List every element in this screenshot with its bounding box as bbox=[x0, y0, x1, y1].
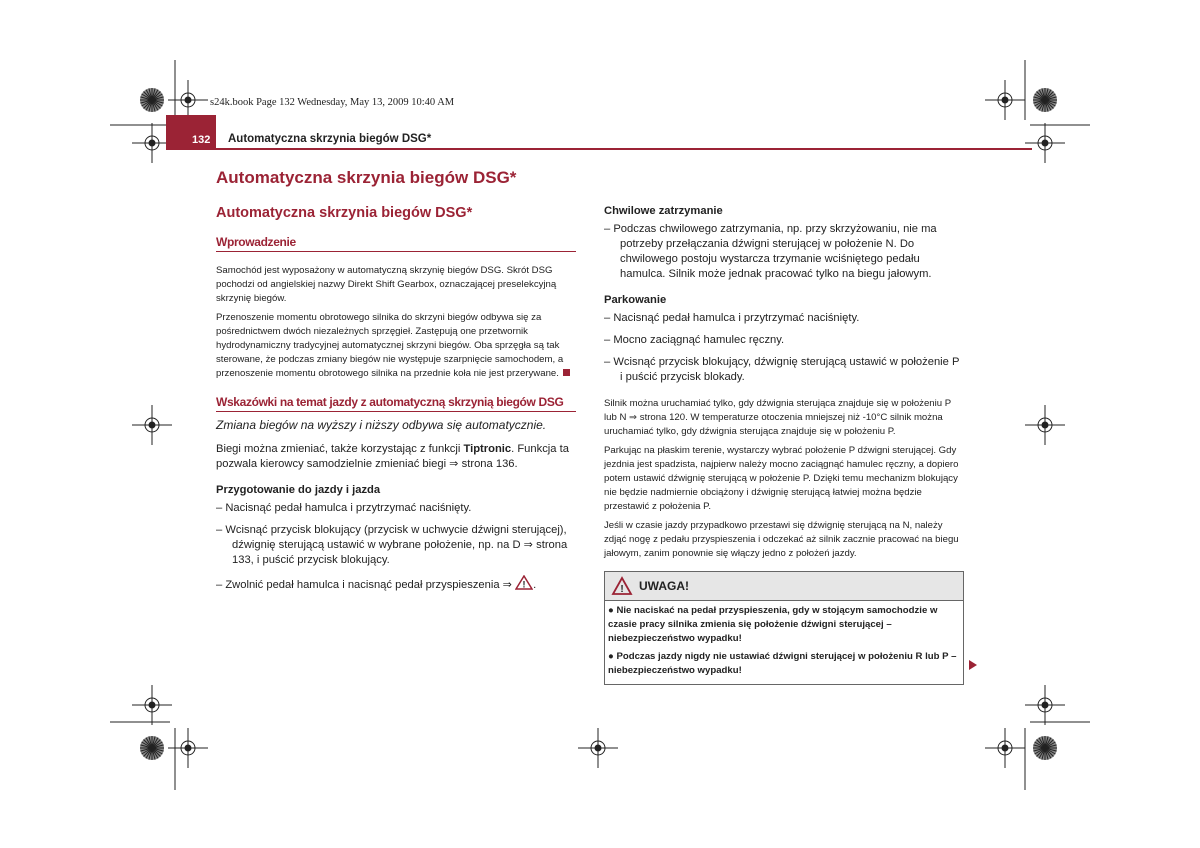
star-target-icon bbox=[140, 88, 164, 112]
registration-mark-icon bbox=[985, 80, 1025, 120]
running-head: Automatyczna skrzynia biegów DSG* bbox=[228, 133, 432, 145]
registration-mark-icon bbox=[985, 728, 1025, 768]
stop-heading: Chwilowe zatrzymanie bbox=[604, 205, 723, 217]
tips-lead: Zmiana biegów na wyższy i niższy odbywa się automatycznie. bbox=[216, 418, 547, 432]
registration-mark-icon bbox=[1025, 685, 1065, 725]
warning-header bbox=[605, 572, 963, 601]
warning-icon bbox=[611, 576, 633, 596]
star-target-icon bbox=[140, 736, 164, 760]
registration-mark-icon bbox=[132, 685, 172, 725]
warning-item: ● Podczas jazdy nigdy nie ustawiać dźwigni sterującej w położeniu R lub P – niebezpieczeństwo wypadku! bbox=[608, 651, 957, 676]
prep-heading: Przygotowanie do jazdy i jazda bbox=[216, 484, 381, 496]
registration-mark-icon bbox=[132, 405, 172, 445]
registration-mark-icon bbox=[168, 80, 208, 120]
tips-paragraph: Biegi można zmieniać, także korzystając z funkcji Tiptronic. Funkcja ta pozwala kierowcy samodzielnie zmieniać biegi ⇒ strona 136. bbox=[216, 443, 569, 470]
registration-mark-icon bbox=[578, 728, 618, 768]
park-heading: Parkowanie bbox=[604, 294, 667, 306]
header-rule bbox=[166, 148, 1032, 150]
stop-step: – Podczas chwilowego zatrzymania, np. przy skrzyżowaniu, nie ma potrzeby przełączania dźwigni sterującej w położenie N. Do chwilowego postoju wystarcza trzymanie wciśniętego pedału hamulca. Silnik może jednak pracować tylko na biegu jałowym. bbox=[604, 223, 937, 280]
book-info-line: s24k.book Page 132 Wednesday, May 13, 2009 10:40 AM bbox=[210, 97, 455, 108]
continue-arrow-icon bbox=[969, 660, 977, 670]
star-target-icon bbox=[1033, 736, 1057, 760]
park-step: – Mocno zaciągnąć hamulec ręczny. bbox=[604, 334, 785, 346]
registration-mark-icon bbox=[1025, 405, 1065, 445]
section-title: Automatyczna skrzynia biegów DSG* bbox=[216, 205, 473, 221]
prep-step: – Zwolnić pedał hamulca i nacisnąć pedał przyspieszenia ⇒ ! . bbox=[216, 575, 576, 593]
intro-paragraph: Przenoszenie momentu obrotowego silnika do skrzyni biegów odbywa się za pośrednictwem dwóch niezależnych sprzęgieł. Zastępują one przetwornik hydrodynamiczny tradycyjnej automatycznej skrzyni biegów. Oba sprzęgła są tak sterowane, że podczas zmiany biegów nie występuje szarpnięcie samochodem, a przenoszenie momentu obrotowego silnika na przednie koła nie jest przerywane. bbox=[216, 311, 576, 381]
note: Parkując na płaskim terenie, wystarczy wybrać położenie P dźwigni sterującej. Gdy jezdnia jest spadzista, najpierw należy mocno zaciągnąć hamulec ręczny, a dopiero potem ustawić dźwignię sterującą w położenie P. Dzięki temu mechanizm blokujący nie będzie nadmiernie obciążony i dźwignię sterującą łatwiej można będzie przestawić z położenia P. bbox=[604, 445, 959, 512]
warning-title: UWAGA! bbox=[639, 579, 689, 593]
park-step: – Wcisnąć przycisk blokujący, dźwignię sterującą ustawić w położenie P i puścić przycisk blokady. bbox=[604, 356, 960, 383]
registration-mark-icon bbox=[168, 728, 208, 768]
warning-item: ● Nie naciskać na pedał przyspieszenia, gdy w stojącym samochodzie w czasie pracy silnika zmienia się położenie dźwigni sterującej – niebezpieczeństwo wypadku! bbox=[608, 605, 938, 644]
tips-heading: Wskazówki na temat jazdy z automatyczną skrzynią biegów DSG bbox=[216, 395, 576, 412]
intro-heading: Wprowadzenie bbox=[216, 235, 576, 252]
warning-box bbox=[604, 571, 964, 685]
intro-paragraph: Samochód jest wyposażony w automatyczną skrzynię biegów DSG. Skrót DSG pochodzi od angielskiej nazwy Direkt Shift Gearbox, oznaczającej preselekcyjną skrzynię biegów. bbox=[216, 265, 557, 304]
note: Jeśli w czasie jazdy przypadkowo przestawi się dźwignię sterującą na N, należy zdjąć nogę z pedału przyspieszenia i odczekać aż silnik zacznie pracować na biegu jałowym, zanim ponownie się włączy jedno z położeń jazdy. bbox=[604, 520, 959, 559]
svg-text:!: ! bbox=[522, 579, 526, 590]
prep-step: – Wcisnąć przycisk blokujący (przycisk w uchwycie dźwigni sterującej), dźwignię sterującą ustawić w wybrane położenie, np. na D ⇒ strona 133, i puścić przycisk blokujący. bbox=[216, 524, 568, 566]
svg-text:!: ! bbox=[620, 584, 624, 595]
registration-mark-icon bbox=[1025, 123, 1065, 163]
warning-icon bbox=[515, 575, 533, 590]
note: Silnik można uruchamiać tylko, gdy dźwignia sterująca znajduje się w położeniu P lub N ⇒ strona 120. W temperaturze otoczenia mniejszej niż -10°C silnik można uruchamiać tylko, gdy dźwignia sterująca znajduje się w położeniu P. bbox=[604, 398, 951, 437]
page-number: 132 bbox=[192, 134, 211, 146]
star-target-icon bbox=[1033, 88, 1057, 112]
park-step: – Nacisnąć pedał hamulca i przytrzymać naciśnięty. bbox=[604, 312, 860, 324]
chapter-title: Automatyczna skrzynia biegów DSG* bbox=[216, 168, 517, 187]
prep-step: – Nacisnąć pedał hamulca i przytrzymać naciśnięty. bbox=[216, 502, 472, 514]
left-column bbox=[216, 205, 576, 600]
right-column bbox=[604, 205, 964, 685]
end-marker-icon bbox=[563, 369, 570, 376]
